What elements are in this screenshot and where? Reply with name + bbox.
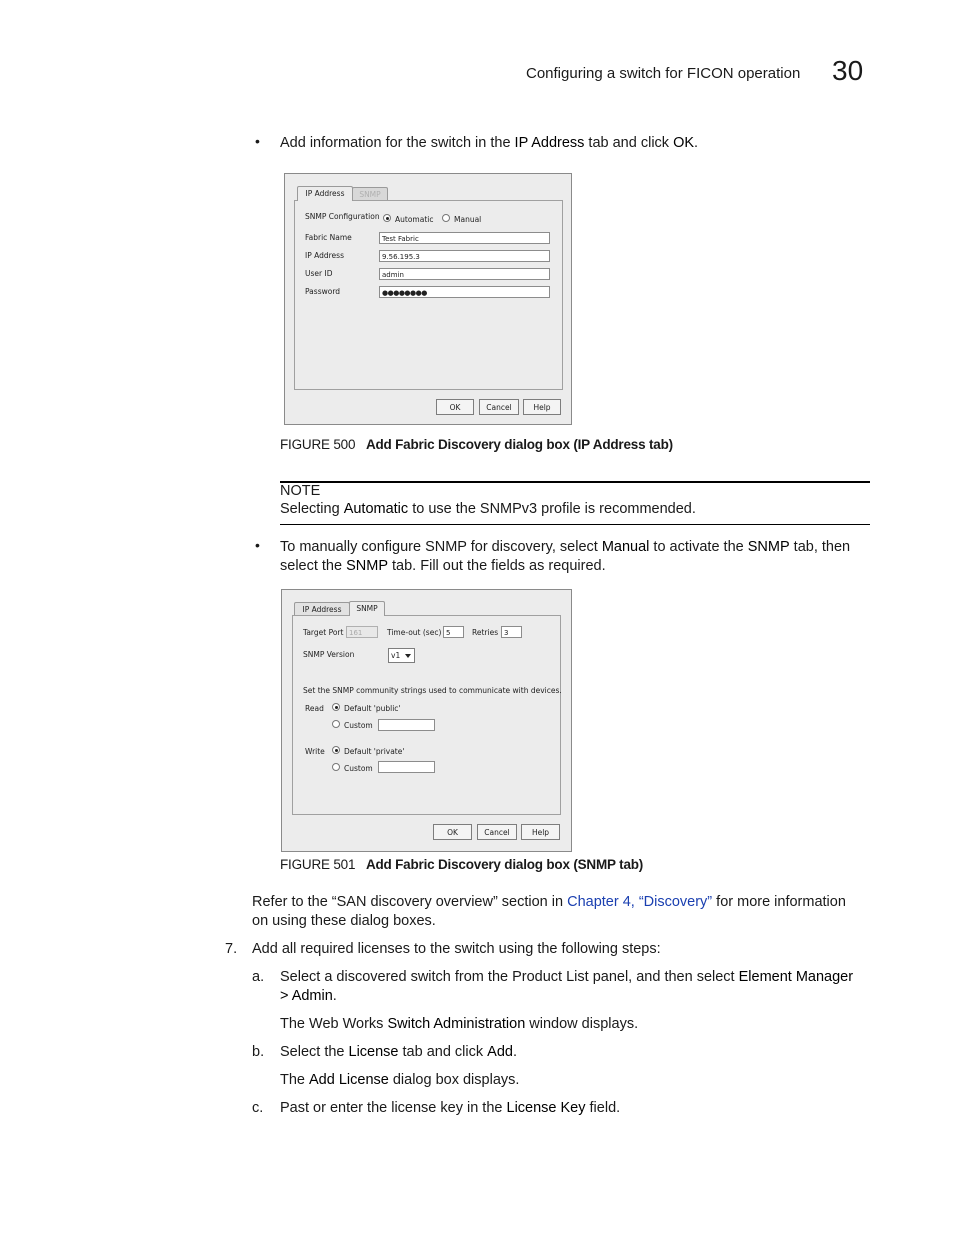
keyword: License [348, 1044, 399, 1060]
figure-500-caption [280, 437, 673, 452]
text-run: Refer to the “SAN discovery overview” section in [252, 894, 568, 910]
text-run: To manually configure SNMP for discovery, select [280, 539, 602, 555]
text-run: tab. Fill out the fields as required. [388, 558, 606, 574]
substep-b-result [280, 1071, 519, 1090]
substep-letter: b. [252, 1044, 265, 1060]
text-run: The [280, 1072, 310, 1088]
substep-c-text [280, 1099, 620, 1118]
read-custom-radio[interactable] [332, 720, 340, 728]
keyword: SNMP [747, 539, 790, 555]
caption-text: Add Fabric Discovery dialog box (SNMP tab) [365, 857, 644, 872]
running-header: Configuring a switch for FICON operation [526, 65, 801, 82]
ip-address-field[interactable]: 9.56.195.3 [379, 250, 550, 262]
cancel-button[interactable]: Cancel [479, 399, 519, 415]
keyword: Add License [309, 1072, 389, 1088]
add-fabric-discovery-dialog-snmp [281, 589, 572, 852]
substep-letter: a. [252, 969, 265, 985]
write-custom-radio[interactable] [332, 763, 340, 771]
write-custom-label: Custom [344, 764, 373, 773]
fabric-name-field[interactable]: Test Fabric [379, 232, 550, 244]
keyword: > Admin [280, 988, 333, 1004]
manual-radio[interactable] [442, 214, 450, 222]
read-default-radio[interactable] [332, 703, 340, 711]
ok-button[interactable]: OK [433, 824, 472, 840]
target-port-field[interactable]: 161 [346, 626, 378, 638]
password-field[interactable]: ●●●●●●●● [379, 286, 550, 298]
text-run: . [694, 135, 699, 151]
keyword: SNMP [346, 558, 388, 574]
tab-ip-address[interactable]: IP Address [294, 602, 350, 616]
timeout-field[interactable]: 5 [443, 626, 464, 638]
help-button[interactable]: Help [523, 399, 561, 415]
text-run: select the [280, 558, 347, 574]
substep-a-line2 [280, 987, 337, 1006]
fabric-name-label: Fabric Name [305, 233, 352, 242]
note-top-rule [280, 481, 870, 483]
user-id-label: User ID [305, 269, 333, 278]
text-run: tab and click [584, 135, 674, 151]
text-run: tab, then [789, 539, 851, 555]
add-fabric-discovery-dialog-ip [284, 173, 572, 425]
manual-label: Manual [454, 215, 482, 224]
snmp-version-value: v1 [391, 651, 401, 660]
note-heading: NOTE [280, 483, 321, 499]
refer-text-line1 [252, 893, 846, 912]
chapter-4-link[interactable]: Chapter 4, “Discovery” [567, 894, 713, 910]
write-default-label: Default 'private' [344, 747, 405, 756]
substep-a-result [280, 1015, 638, 1034]
tab-snmp[interactable]: SNMP [352, 187, 388, 201]
ip-address-label: IP Address [305, 251, 344, 260]
help-button[interactable]: Help [521, 824, 560, 840]
snmp-version-select[interactable] [388, 648, 415, 663]
text-run: Select a discovered switch from the Product List panel, and then select [280, 969, 739, 985]
write-default-radio[interactable] [332, 746, 340, 754]
substep-b-text [280, 1043, 517, 1062]
text-run: to use the SNMPv3 profile is recommended. [408, 501, 696, 517]
text-run: The Web Works [280, 1016, 388, 1032]
text-run: field. [585, 1100, 621, 1116]
keyword: Add [487, 1044, 513, 1060]
figure-501-caption [280, 857, 643, 872]
write-custom-field[interactable] [378, 761, 435, 773]
read-custom-label: Custom [344, 721, 373, 730]
bullet-text-manual-line2 [280, 557, 606, 576]
note-bottom-rule [280, 524, 870, 525]
automatic-radio[interactable] [383, 214, 391, 222]
automatic-label: Automatic [395, 215, 434, 224]
tab-panel [292, 615, 561, 815]
bullet-text-ip-address [280, 134, 698, 153]
chapter-number: 30 [832, 55, 864, 86]
text-run: Select the [280, 1044, 349, 1060]
keyword: License Key [506, 1100, 586, 1116]
text-run: . [512, 1044, 518, 1060]
caption-number: FIGURE 501 [280, 857, 356, 872]
password-label: Password [305, 287, 341, 296]
note-text [280, 500, 696, 519]
caption-text: Add Fabric Discovery dialog box (IP Address tab) [365, 437, 673, 452]
read-default-label: Default 'public' [344, 704, 401, 713]
text-run: Past or enter the license key in the [280, 1100, 507, 1116]
substep-a-line1 [280, 968, 853, 987]
keyword: Switch Administration [387, 1016, 526, 1032]
keyword: OK [673, 135, 695, 151]
retries-label: Retries [472, 628, 499, 637]
read-label: Read [305, 704, 324, 713]
cancel-button[interactable]: Cancel [477, 824, 517, 840]
text-run: for more information [712, 894, 846, 910]
keyword: Manual [601, 539, 650, 555]
community-strings-text: Set the SNMP community strings used to communicate with devices. [303, 686, 562, 695]
bullet-icon: • [255, 537, 260, 553]
caption-number: FIGURE 500 [280, 437, 356, 452]
read-custom-field[interactable] [378, 719, 435, 731]
text-run: Add information for the switch in the [280, 135, 515, 151]
keyword: IP Address [514, 135, 585, 151]
snmp-version-label: SNMP Version [303, 650, 355, 659]
ok-button[interactable]: OK [436, 399, 474, 415]
text-run: window displays. [525, 1016, 639, 1032]
bullet-icon: • [255, 133, 260, 149]
substep-letter: c. [252, 1100, 264, 1116]
keyword: Automatic [343, 501, 409, 517]
text-run: tab and click [398, 1044, 488, 1060]
keyword: Element Manager [738, 969, 854, 985]
tab-snmp[interactable]: SNMP [349, 601, 385, 616]
step-number: 7. [225, 941, 238, 957]
timeout-label: Time-out (sec) [387, 628, 442, 637]
target-port-label: Target Port [303, 628, 344, 637]
text-run: dialog box displays. [388, 1072, 520, 1088]
snmp-config-label: SNMP Configuration [305, 212, 380, 221]
text-run: . [332, 988, 337, 1004]
refer-text-line2: on using these dialog boxes. [252, 913, 436, 929]
text-run: Selecting [280, 501, 344, 517]
bullet-text-manual-line1 [280, 538, 850, 557]
retries-field[interactable]: 3 [501, 626, 522, 638]
tab-ip-address[interactable]: IP Address [297, 186, 353, 201]
step-7-text: Add all required licenses to the switch using the following steps: [252, 941, 661, 957]
write-label: Write [305, 747, 325, 756]
chevron-down-icon [405, 654, 411, 658]
tab-panel [294, 200, 563, 390]
text-run: to activate the [649, 539, 748, 555]
user-id-field[interactable]: admin [379, 268, 550, 280]
